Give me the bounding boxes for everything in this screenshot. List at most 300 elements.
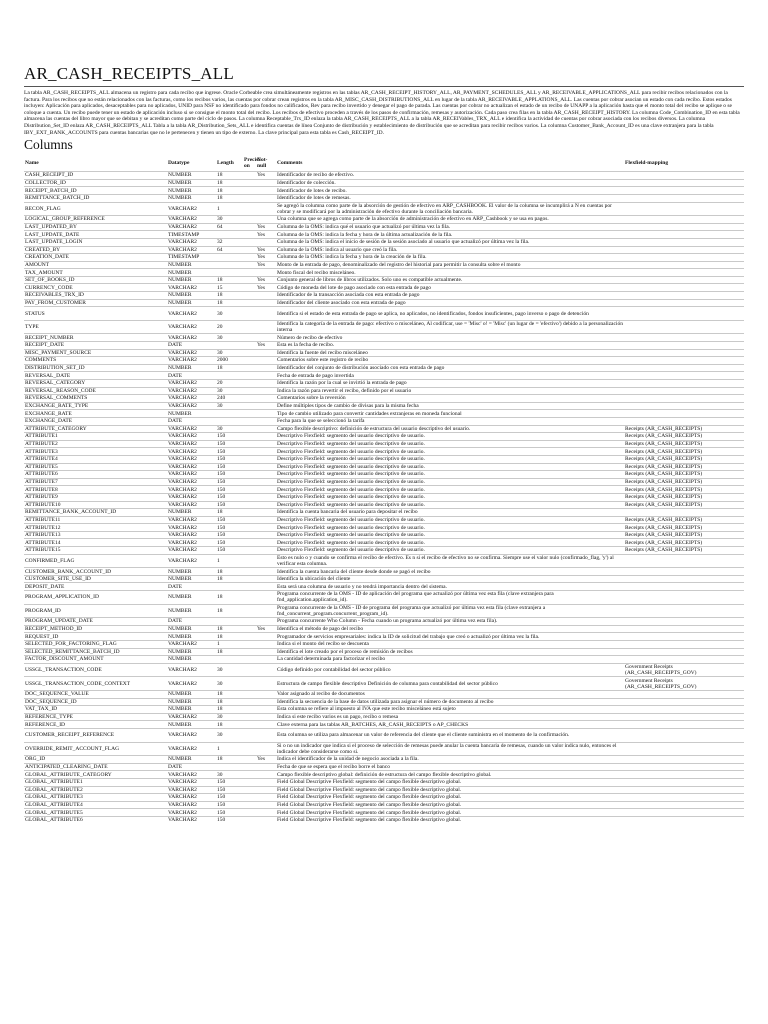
cell-precision — [243, 387, 256, 395]
cell-length: 150 — [216, 501, 243, 509]
cell-length: 18 — [216, 575, 243, 583]
cell-datatype: VARCHAR2 — [167, 728, 216, 742]
cell-comments: Identifica el método de pago del recibo — [276, 625, 624, 633]
cell-name: STATUS — [24, 307, 167, 321]
cell-precision — [243, 433, 256, 441]
table-row — [24, 417, 744, 425]
cell-name: CREATED_BY — [24, 246, 167, 254]
cell-datatype: DATE — [167, 417, 216, 425]
cell-precision — [243, 786, 256, 794]
cell-not-null — [256, 380, 276, 388]
header-length: Length — [217, 160, 234, 167]
cell-flexfield-mapping — [624, 395, 744, 403]
cell-length: 150 — [216, 463, 243, 471]
cell-length — [216, 231, 243, 239]
cell-datatype: DATE — [167, 583, 216, 591]
cell-flexfield-mapping — [624, 246, 744, 254]
cell-length: 150 — [216, 524, 243, 532]
cell-precision — [243, 349, 256, 357]
cell-name: REVERSAL_REASON_CODE — [24, 387, 167, 395]
cell-flexfield-mapping — [624, 307, 744, 321]
cell-length: 150 — [216, 448, 243, 456]
table-row — [24, 334, 744, 342]
table-row — [24, 690, 744, 698]
cell-precision — [243, 763, 256, 771]
cell-flexfield-mapping — [624, 342, 744, 350]
cell-datatype: VARCHAR2 — [167, 357, 216, 365]
cell-precision — [243, 380, 256, 388]
cell-precision — [243, 425, 256, 433]
cell-not-null — [256, 486, 276, 494]
cell-datatype: VARCHAR2 — [167, 677, 216, 691]
cell-name: OVERRIDE_REMIT_ACCOUNT_FLAG — [24, 742, 167, 756]
cell-name: TAX_AMOUNT — [24, 269, 167, 277]
table-row — [24, 410, 744, 418]
cell-length: 150 — [216, 778, 243, 786]
cell-comments: Si o no un indicador que indica si el proceso de selección de remesas puede anular la cuenta bancaria de remesas, cuando un valor indica nulo, entonces el indicador debe considerarse como si. — [276, 742, 624, 756]
cell-datatype: NUMBER — [167, 179, 216, 187]
cell-comments: Esta columna se utiliza para almacenar un valor de referencia del cliente que el cliente suministra en el momento de la confirmación. — [276, 728, 624, 742]
cell-name: RECEIPT_METHOD_ID — [24, 625, 167, 633]
cell-datatype: VARCHAR2 — [167, 334, 216, 342]
cell-precision — [243, 307, 256, 321]
cell-length: 150 — [216, 786, 243, 794]
cell-name: GLOBAL_ATTRIBUTE1 — [24, 778, 167, 786]
cell-datatype: VARCHAR2 — [167, 387, 216, 395]
table-row — [24, 364, 744, 372]
cell-flexfield-mapping — [624, 575, 744, 583]
cell-flexfield-mapping — [624, 194, 744, 202]
cell-flexfield-mapping — [624, 786, 744, 794]
cell-name: GLOBAL_ATTRIBUTE6 — [24, 816, 167, 823]
cell-not-null — [256, 690, 276, 698]
table-row — [24, 187, 744, 195]
cell-length: 32 — [216, 238, 243, 246]
cell-comments: Fecha para la que se seleccionó la tarifa — [276, 417, 624, 425]
cell-not-null — [256, 568, 276, 576]
cell-not-null — [256, 433, 276, 441]
cell-datatype: VARCHAR2 — [167, 320, 216, 334]
cell-comments: Indica la razón para revertir el recibo, definido por el usuario — [276, 387, 624, 395]
cell-precision — [243, 179, 256, 187]
cell-datatype: NUMBER — [167, 625, 216, 633]
cell-datatype: VARCHAR2 — [167, 463, 216, 471]
cell-not-null — [256, 402, 276, 410]
cell-datatype: VARCHAR2 — [167, 284, 216, 292]
table-body — [24, 172, 744, 824]
cell-flexfield-mapping: Receipts (AR_CASH_RECEIPTS) — [624, 440, 744, 448]
cell-datatype: NUMBER — [167, 591, 216, 605]
cell-length: 18 — [216, 299, 243, 307]
cell-precision — [243, 417, 256, 425]
cell-length: 2000 — [216, 357, 243, 365]
table-row — [24, 194, 744, 202]
cell-comments: Fecha de entrada de pago invertida — [276, 372, 624, 380]
cell-precision — [243, 633, 256, 641]
table-row — [24, 238, 744, 246]
cell-flexfield-mapping: Receipts (AR_CASH_RECEIPTS) — [624, 547, 744, 555]
cell-length: 150 — [216, 433, 243, 441]
cell-name: GLOBAL_ATTRIBUTE_CATEGORY — [24, 771, 167, 779]
cell-datatype: VARCHAR2 — [167, 539, 216, 547]
cell-name: LAST_UPDATE_DATE — [24, 231, 167, 239]
table-row — [24, 448, 744, 456]
table-row — [24, 342, 744, 350]
cell-datatype: VARCHAR2 — [167, 809, 216, 817]
table-row — [24, 539, 744, 547]
cell-flexfield-mapping: Receipts (AR_CASH_RECEIPTS) — [624, 486, 744, 494]
cell-comments: Field Global Descriptive Flexfield: segmento del campo flexible descriptivo global. — [276, 801, 624, 809]
cell-flexfield-mapping — [624, 816, 744, 823]
cell-name: ATTRIBUTE15 — [24, 547, 167, 555]
cell-not-null — [256, 648, 276, 656]
table-row — [24, 433, 744, 441]
cell-comments: Campo flexible descriptivo: definición de estructura del usuario descriptivo del usuario. — [276, 425, 624, 433]
cell-flexfield-mapping: Receipts (AR_CASH_RECEIPTS) — [624, 493, 744, 501]
cell-comments: Identifica la razón por la cual se invirtió la entrada de pago — [276, 380, 624, 388]
table-row — [24, 575, 744, 583]
cell-name: PAY_FROM_CUSTOMER — [24, 299, 167, 307]
table-row — [24, 261, 744, 269]
cell-name: ANTICIPATED_CLEARING_DATE — [24, 763, 167, 771]
cell-comments: Código de moneda del lote de pago asociado con esta entrada de pago — [276, 284, 624, 292]
cell-flexfield-mapping — [624, 299, 744, 307]
cell-length — [216, 763, 243, 771]
cell-datatype: VARCHAR2 — [167, 816, 216, 823]
cell-precision — [243, 641, 256, 649]
cell-flexfield-mapping — [624, 410, 744, 418]
cell-comments: Identificador de lotes de remesas. — [276, 194, 624, 202]
cell-precision — [243, 172, 256, 180]
cell-comments: Identifica la ubicación del cliente — [276, 575, 624, 583]
cell-comments: Descriptivo Flexfield: segmento del usuario descriptivo de usuario. — [276, 440, 624, 448]
cell-precision — [243, 493, 256, 501]
cell-length: 30 — [216, 728, 243, 742]
cell-precision — [243, 357, 256, 365]
cell-precision — [243, 625, 256, 633]
cell-not-null — [256, 539, 276, 547]
cell-length: 64 — [216, 246, 243, 254]
cell-flexfield-mapping — [624, 269, 744, 277]
cell-not-null — [256, 417, 276, 425]
cell-precision — [243, 648, 256, 656]
table-description: La tabla AR_CASH_RECEIPTS_ALL almacena un registro para cada recibo que ingrese. Oracle Corbeable crea simultáneamente registros en las tablas AR_CASH_RECEIPT_HISTORY_ALL, AR_PAYMENT_SCHEDULES_ALL y AR_RECEIVABLE_APPLICATIONS_ALL para recibir recibos relacionados con la factura. Para los recibos que no están relacionados con las facturas, como los recibos varios, las cuentas por cobrar crean registros en la tabla AR_MISC_CASH_DISTRIBUTIONS_ALL en lugar de la tabla AR_RECEIVABLE_APPLATIONS_ALL. Las cuentas por cobrar asocian un estado con cada recibo. Estos estados incluyen: Aplicación para aplicados, desaceptables para no aplicados, UNID para NSF no identificado para fondos no calificados, Rev para recibo invertido y denegar el pago de parada. Las cuentas por cobrar no actualizan el estado de un recibo de UNAPP a la aplicación hasta que el monto total del recibo se aplique o se coloque a cuenta. Un recibo puede tener un estado de aplicación incluso si se consigue el monto total del recibo. Los recibos de efectivo proceden a través de los pasos de confirmación, remesas y autorización. Cada paso crea filas en la tabla AR_CASH_RECEIPT_HISTORY. La columna Code_Combination_ID en esta tabla almacena las cuentas del libro mayor que se debitan y se acreditan como parte del ciclo de pasos. La columna Receptable_Trx_ID enlaza la tabla AR_CASH_RECEIPTS_ALL a la tabla AR_RECEIVables_TRX_ALL e identifica la actividad de cuentas por cobrar asociada con los recibos diversos. La columna Distribution_Set_ID enlaza AR_CASH_RECEIPTS_ALL Tabla a la tabla AR_Distribution_Sets_ALL e identifica cuentas de línea Conjunto de distribución y establecimiento de distribución que se acreditan para recibir recibos varios. La columna Customer_Bank_Account_ID es una clave extranjera para la tabla IBY_EXT_BANK_ACCOUNTS para cuentas bancarias que no le pertenecen y tienen un tipo de externo. La clave principal para esta tabla es Cash_RECEIPT_ID. — [24, 90, 740, 136]
table-row — [24, 463, 744, 471]
cell-precision — [243, 402, 256, 410]
cell-not-null — [256, 516, 276, 524]
table-row — [24, 706, 744, 714]
cell-comments: Descriptivo Flexfield: segmento del usuario descriptivo de usuario. — [276, 448, 624, 456]
cell-datatype: VARCHAR2 — [167, 440, 216, 448]
table-row — [24, 554, 744, 568]
cell-not-null — [256, 794, 276, 802]
cell-not-null — [256, 663, 276, 677]
cell-datatype: NUMBER — [167, 756, 216, 764]
table-row — [24, 721, 744, 729]
cell-comments: Identificador de la transacción asociada con esta entrada de pago — [276, 292, 624, 300]
cell-flexfield-mapping — [624, 690, 744, 698]
cell-comments: Monto fiscal del recibo misceláneo. — [276, 269, 624, 277]
cell-comments: Programa concurrente Who Column - Fecha cuando un programa actualizó por última vez esta fila). — [276, 618, 624, 626]
cell-datatype: VARCHAR2 — [167, 425, 216, 433]
cell-name: RECEIPT_BATCH_ID — [24, 187, 167, 195]
cell-flexfield-mapping — [624, 728, 744, 742]
cell-datatype: VARCHAR2 — [167, 433, 216, 441]
cell-precision — [243, 728, 256, 742]
cell-comments: Descriptivo Flexfield: segmento del usuario descriptivo de usuario. — [276, 471, 624, 479]
cell-datatype: VARCHAR2 — [167, 501, 216, 509]
cell-flexfield-mapping — [624, 187, 744, 195]
cell-datatype: VARCHAR2 — [167, 216, 216, 224]
cell-not-null — [256, 292, 276, 300]
cell-comments: Descriptivo Flexfield: segmento del usuario descriptivo de usuario. — [276, 539, 624, 547]
cell-precision — [243, 276, 256, 284]
cell-length: 18 — [216, 194, 243, 202]
cell-datatype: VARCHAR2 — [167, 794, 216, 802]
cell-precision — [243, 261, 256, 269]
cell-not-null: Yes — [256, 261, 276, 269]
cell-precision — [243, 501, 256, 509]
cell-datatype: NUMBER — [167, 648, 216, 656]
cell-name: FACTOR_DISCOUNT_AMOUNT — [24, 656, 167, 664]
cell-length: 18 — [216, 591, 243, 605]
cell-name: CONFIRMED_FLAG — [24, 554, 167, 568]
cell-name: ORG_ID — [24, 756, 167, 764]
table-row — [24, 425, 744, 433]
cell-datatype: VARCHAR2 — [167, 547, 216, 555]
cell-length: 30 — [216, 402, 243, 410]
cell-precision — [243, 809, 256, 817]
cell-comments: La cantidad determinada para factorizar el recibo — [276, 656, 624, 664]
cell-datatype: TIMESTAMP — [167, 231, 216, 239]
cell-precision — [243, 742, 256, 756]
cell-name: SELECTED_FOR_FACTORING_FLAG — [24, 641, 167, 649]
cell-length — [216, 342, 243, 350]
table-row — [24, 254, 744, 262]
cell-length: 30 — [216, 349, 243, 357]
cell-name: ATTRIBUTE7 — [24, 478, 167, 486]
cell-name: ATTRIBUTE5 — [24, 463, 167, 471]
cell-length: 150 — [216, 486, 243, 494]
cell-flexfield-mapping — [624, 276, 744, 284]
cell-precision — [243, 583, 256, 591]
cell-length: 20 — [216, 320, 243, 334]
table-row — [24, 307, 744, 321]
cell-comments: Descriptivo Flexfield: segmento del usuario descriptivo de usuario. — [276, 524, 624, 532]
table-row — [24, 809, 744, 817]
cell-name: ATTRIBUTE2 — [24, 440, 167, 448]
cell-length: 240 — [216, 395, 243, 403]
cell-precision — [243, 238, 256, 246]
cell-length — [216, 410, 243, 418]
cell-length: 30 — [216, 307, 243, 321]
cell-name: CUSTOMER_RECEIPT_REFERENCE — [24, 728, 167, 742]
cell-precision — [243, 478, 256, 486]
cell-flexfield-mapping — [624, 778, 744, 786]
cell-not-null — [256, 554, 276, 568]
cell-flexfield-mapping — [624, 568, 744, 576]
cell-length: 30 — [216, 677, 243, 691]
cell-comments: Identifica la secuencia de la base de datos utilizada para asignar el número de documento al recibo — [276, 698, 624, 706]
cell-precision — [243, 231, 256, 239]
cell-datatype: VARCHAR2 — [167, 641, 216, 649]
cell-comments: Indica si el monto del recibo se descuenta — [276, 641, 624, 649]
cell-not-null — [256, 771, 276, 779]
table-row — [24, 292, 744, 300]
cell-flexfield-mapping: Receipts (AR_CASH_RECEIPTS) — [624, 478, 744, 486]
cell-flexfield-mapping: Government Receipts (AR_CASH_RECEIPTS_GOV) — [624, 663, 744, 677]
cell-precision — [243, 531, 256, 539]
cell-comments: Descriptivo Flexfield: segmento del usuario descriptivo de usuario. — [276, 547, 624, 555]
table-row — [24, 478, 744, 486]
table-row — [24, 231, 744, 239]
cell-datatype: NUMBER — [167, 604, 216, 618]
cell-flexfield-mapping — [624, 223, 744, 231]
cell-not-null — [256, 524, 276, 532]
cell-comments: Esto es nulo o y cuando se confirma el recibo de efectivo. Es n si el recibo de efectivo no se confirma. Siempre use el valor nulo (confirmado_flag, 'y') al verificar esta columna. — [276, 554, 624, 568]
cell-datatype: NUMBER — [167, 292, 216, 300]
cell-not-null — [256, 334, 276, 342]
cell-length: 150 — [216, 455, 243, 463]
cell-not-null — [256, 216, 276, 224]
cell-name: REFERENCE_TYPE — [24, 713, 167, 721]
cell-flexfield-mapping: Receipts (AR_CASH_RECEIPTS) — [624, 539, 744, 547]
cell-datatype: VARCHAR2 — [167, 778, 216, 786]
cell-not-null — [256, 349, 276, 357]
cell-precision — [243, 663, 256, 677]
cell-flexfield-mapping — [624, 380, 744, 388]
cell-datatype: NUMBER — [167, 194, 216, 202]
cell-name: DOC_SEQUENCE_VALUE — [24, 690, 167, 698]
cell-comments: Columna de la OMS: indica la fecha y hora de la creación de la fila. — [276, 254, 624, 262]
cell-name: GLOBAL_ATTRIBUTE5 — [24, 809, 167, 817]
cell-precision — [243, 524, 256, 532]
table-row — [24, 604, 744, 618]
cell-comments: Esta es la fecha de recibo. — [276, 342, 624, 350]
cell-comments: Field Global Descriptive Flexfield: segmento del campo flexible descriptivo global. — [276, 816, 624, 823]
cell-precision — [243, 591, 256, 605]
cell-flexfield-mapping — [624, 604, 744, 618]
cell-not-null — [256, 656, 276, 664]
table-row — [24, 349, 744, 357]
cell-name: EXCHANGE_DATE — [24, 417, 167, 425]
cell-name: TYPE — [24, 320, 167, 334]
cell-flexfield-mapping — [624, 583, 744, 591]
cell-precision — [243, 448, 256, 456]
cell-precision — [243, 509, 256, 517]
cell-comments: Programador de servicios empresariales: indica la ID de solicitud del trabajo que creó o actualizó por última vez la fila. — [276, 633, 624, 641]
cell-name: ATTRIBUTE10 — [24, 501, 167, 509]
table-row — [24, 641, 744, 649]
cell-length: 150 — [216, 478, 243, 486]
cell-not-null: Yes — [256, 284, 276, 292]
cell-flexfield-mapping — [624, 349, 744, 357]
cell-datatype: DATE — [167, 372, 216, 380]
cell-length: 64 — [216, 223, 243, 231]
table-row — [24, 583, 744, 591]
cell-length: 18 — [216, 568, 243, 576]
cell-comments: Conjunto general de libros de libros utilizados. Solo uno es compatible actualmente. — [276, 276, 624, 284]
table-header-row — [24, 155, 744, 172]
cell-length: 18 — [216, 509, 243, 517]
table-row — [24, 223, 744, 231]
cell-precision — [243, 794, 256, 802]
cell-precision — [243, 269, 256, 277]
cell-datatype: NUMBER — [167, 410, 216, 418]
cell-datatype: NUMBER — [167, 575, 216, 583]
cell-length — [216, 372, 243, 380]
cell-datatype: NUMBER — [167, 721, 216, 729]
cell-flexfield-mapping — [624, 656, 744, 664]
cell-not-null — [256, 531, 276, 539]
cell-length: 1 — [216, 554, 243, 568]
cell-comments: Programa concurrente de la OMS - ID de programa del programa que actualizó por última vez esta fila (clave extranjera a fnd_concurrent_program.concurrent_program_id). — [276, 604, 624, 618]
header-datatype: Datatype — [168, 160, 190, 167]
cell-datatype: VARCHAR2 — [167, 202, 216, 216]
cell-not-null: Yes — [256, 276, 276, 284]
cell-precision — [243, 334, 256, 342]
cell-length: 30 — [216, 713, 243, 721]
cell-flexfield-mapping — [624, 372, 744, 380]
cell-length: 30 — [216, 334, 243, 342]
cell-precision — [243, 292, 256, 300]
cell-flexfield-mapping: Receipts (AR_CASH_RECEIPTS) — [624, 463, 744, 471]
cell-length: 30 — [216, 425, 243, 433]
cell-name: ATTRIBUTE13 — [24, 531, 167, 539]
cell-comments: Comentarios sobre este registro de recibo — [276, 357, 624, 365]
cell-comments: Identifica la fuente del recibo misceláneo — [276, 349, 624, 357]
cell-not-null: Yes — [256, 625, 276, 633]
cell-comments: Estructura de campo flexible descriptivo Definición de columna para contabilidad del sector público — [276, 677, 624, 691]
cell-datatype: NUMBER — [167, 656, 216, 664]
cell-length: 150 — [216, 816, 243, 823]
cell-name: LAST_UPDATE_LOGIN — [24, 238, 167, 246]
cell-comments: Columna de la OMS: indica qué el usuario que actualizó por última vez la fila. — [276, 223, 624, 231]
cell-precision — [243, 721, 256, 729]
cell-comments: Identifica la categoría de la entrada de pago: efectivo o misceláneo, Al codificar, use = 'Misc' o! = 'Misc' (un lugar de = 'efectivo') debido a la personalización interna — [277, 321, 623, 334]
cell-name: USSGL_TRANSACTION_CODE_CONTEXT — [24, 677, 167, 691]
cell-datatype: VARCHAR2 — [167, 238, 216, 246]
cell-datatype: NUMBER — [167, 633, 216, 641]
cell-not-null — [256, 299, 276, 307]
cell-name: CURRENCY_CODE — [24, 284, 167, 292]
cell-name: ATTRIBUTE1 — [24, 433, 167, 441]
cell-precision — [243, 216, 256, 224]
cell-not-null — [256, 698, 276, 706]
table-row — [24, 284, 744, 292]
cell-comments: Descriptivo Flexfield: segmento del usuario descriptivo de usuario. — [276, 501, 624, 509]
cell-datatype: DATE — [167, 342, 216, 350]
cell-not-null — [256, 395, 276, 403]
table-row — [24, 531, 744, 539]
table-row — [24, 269, 744, 277]
cell-datatype: VARCHAR2 — [167, 713, 216, 721]
table-row — [24, 763, 744, 771]
cell-not-null — [256, 387, 276, 395]
table-row — [24, 677, 744, 691]
cell-length: 18 — [216, 276, 243, 284]
cell-not-null — [256, 763, 276, 771]
table-row — [24, 455, 744, 463]
cell-datatype: DATE — [167, 763, 216, 771]
cell-length: 18 — [216, 756, 243, 764]
table-row — [24, 299, 744, 307]
cell-comments: Identificador de recibo de efectivo. — [276, 172, 624, 180]
cell-flexfield-mapping — [624, 648, 744, 656]
cell-flexfield-mapping — [624, 238, 744, 246]
cell-comments: Field Global Descriptive Flexfield: segmento del campo flexible descriptivo global. — [276, 794, 624, 802]
cell-name: ATTRIBUTE12 — [24, 524, 167, 532]
